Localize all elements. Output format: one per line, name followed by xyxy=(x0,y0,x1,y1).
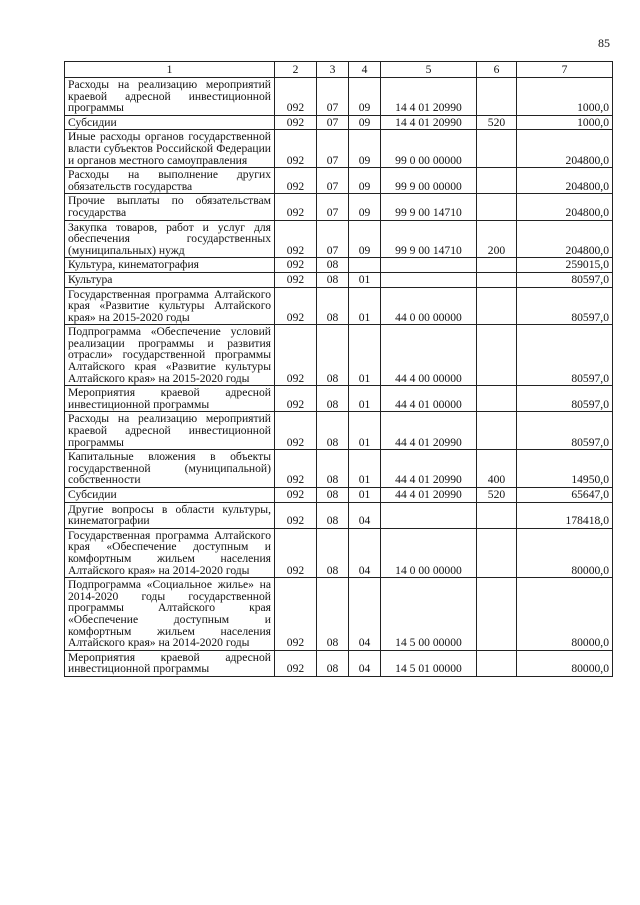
row-name-cell: Другие вопросы в области культуры, кинематографии xyxy=(65,502,275,528)
row-section-cell: 08 xyxy=(317,578,349,651)
row-section-cell: 07 xyxy=(317,220,349,258)
header-cell-2: 2 xyxy=(275,62,317,78)
row-subsection-cell: 09 xyxy=(349,130,381,168)
row-section-cell: 08 xyxy=(317,450,349,488)
row-target-code-cell: 99 9 00 00000 xyxy=(381,168,477,194)
row-name-cell: Расходы на реализацию мероприятий краевой адресной инвестиционной программы xyxy=(65,78,275,116)
row-admin-code-cell: 092 xyxy=(275,168,317,194)
row-admin-code-cell: 092 xyxy=(275,258,317,273)
row-target-code-cell: 99 0 00 00000 xyxy=(381,130,477,168)
row-expense-type-cell xyxy=(477,325,517,386)
row-name-cell: Капитальные вложения в объекты государственной (муниципальной) собственности xyxy=(65,450,275,488)
row-amount-cell: 80000,0 xyxy=(517,650,613,676)
row-subsection-cell: 04 xyxy=(349,528,381,577)
table-row xyxy=(65,220,613,258)
table-row xyxy=(65,194,613,220)
row-name-cell: Иные расходы органов государственной власти субъектов Российской Федерации и органов местного самоуправления xyxy=(65,130,275,168)
row-target-code-cell: 44 4 01 20990 xyxy=(381,450,477,488)
row-name-cell: Подпрограмма «Обеспечение условий реализации программы и развития отрасли» государственной программы Алтайского края «Развитие культуры Алтайского края» на 2015-2020 годы xyxy=(65,325,275,386)
row-name-cell: Культура, кинематография xyxy=(65,258,275,273)
row-amount-cell: 204800,0 xyxy=(517,194,613,220)
row-section-cell: 07 xyxy=(317,168,349,194)
row-section-cell: 07 xyxy=(317,194,349,220)
row-admin-code-cell: 092 xyxy=(275,528,317,577)
row-admin-code-cell: 092 xyxy=(275,194,317,220)
row-amount-cell: 80597,0 xyxy=(517,325,613,386)
row-target-code-cell: 14 0 00 00000 xyxy=(381,528,477,577)
row-expense-type-cell xyxy=(477,258,517,273)
row-admin-code-cell: 092 xyxy=(275,502,317,528)
row-expense-type-cell xyxy=(477,502,517,528)
row-target-code-cell: 44 0 00 00000 xyxy=(381,287,477,325)
row-amount-cell: 80000,0 xyxy=(517,578,613,651)
row-subsection-cell: 09 xyxy=(349,115,381,130)
row-admin-code-cell: 092 xyxy=(275,412,317,450)
table-row xyxy=(65,325,613,386)
row-subsection-cell: 09 xyxy=(349,78,381,116)
row-target-code-cell: 99 9 00 14710 xyxy=(381,220,477,258)
row-subsection-cell: 09 xyxy=(349,194,381,220)
table-row xyxy=(65,168,613,194)
row-section-cell: 08 xyxy=(317,412,349,450)
row-target-code-cell: 14 4 01 20990 xyxy=(381,78,477,116)
row-target-code-cell: 14 4 01 20990 xyxy=(381,115,477,130)
row-name-cell: Подпрограмма «Социальное жилье» на 2014-2020 годы государственной программы Алтайского края «Обеспечение доступным и комфортным жильем населения Алтайского края» на 2014-2020 годы xyxy=(65,578,275,651)
row-target-code-cell: 99 9 00 14710 xyxy=(381,194,477,220)
row-name-cell: Субсидии xyxy=(65,115,275,130)
row-section-cell: 08 xyxy=(317,325,349,386)
row-subsection-cell: 01 xyxy=(349,386,381,412)
row-section-cell: 08 xyxy=(317,272,349,287)
row-admin-code-cell: 092 xyxy=(275,272,317,287)
row-section-cell: 08 xyxy=(317,386,349,412)
table-row xyxy=(65,412,613,450)
row-amount-cell: 204800,0 xyxy=(517,168,613,194)
row-expense-type-cell xyxy=(477,528,517,577)
row-expense-type-cell xyxy=(477,130,517,168)
row-amount-cell: 80597,0 xyxy=(517,412,613,450)
row-admin-code-cell: 092 xyxy=(275,650,317,676)
row-name-cell: Расходы на реализацию мероприятий краевой адресной инвестиционной программы xyxy=(65,412,275,450)
table-row xyxy=(65,450,613,488)
row-amount-cell: 178418,0 xyxy=(517,502,613,528)
row-amount-cell: 80597,0 xyxy=(517,386,613,412)
row-section-cell: 07 xyxy=(317,115,349,130)
row-expense-type-cell xyxy=(477,287,517,325)
table-row xyxy=(65,488,613,503)
table-row xyxy=(65,78,613,116)
row-amount-cell: 1000,0 xyxy=(517,78,613,116)
table-row xyxy=(65,578,613,651)
table-row xyxy=(65,115,613,130)
table-row xyxy=(65,528,613,577)
row-subsection-cell: 04 xyxy=(349,502,381,528)
row-admin-code-cell: 092 xyxy=(275,578,317,651)
row-target-code-cell: 14 5 00 00000 xyxy=(381,578,477,651)
row-subsection-cell: 09 xyxy=(349,168,381,194)
row-name-cell: Расходы на выполнение других обязательств государства xyxy=(65,168,275,194)
budget-table xyxy=(64,61,613,677)
table-header xyxy=(65,62,613,78)
row-name-cell: Мероприятия краевой адресной инвестиционной программы xyxy=(65,386,275,412)
row-subsection-cell xyxy=(349,258,381,273)
row-section-cell: 08 xyxy=(317,488,349,503)
row-name-cell: Мероприятия краевой адресной инвестиционной программы xyxy=(65,650,275,676)
row-target-code-cell: 14 5 01 00000 xyxy=(381,650,477,676)
row-target-code-cell xyxy=(381,272,477,287)
row-subsection-cell: 01 xyxy=(349,488,381,503)
row-amount-cell: 80000,0 xyxy=(517,528,613,577)
table-row xyxy=(65,386,613,412)
row-amount-cell: 259015,0 xyxy=(517,258,613,273)
row-name-cell: Государственная программа Алтайского края «Обеспечение доступным и комфортным жильем населения Алтайского края» на 2014-2020 годы xyxy=(65,528,275,577)
row-section-cell: 08 xyxy=(317,258,349,273)
row-target-code-cell xyxy=(381,258,477,273)
table-row xyxy=(65,287,613,325)
row-subsection-cell: 09 xyxy=(349,220,381,258)
row-subsection-cell: 01 xyxy=(349,450,381,488)
row-admin-code-cell: 092 xyxy=(275,287,317,325)
row-admin-code-cell: 092 xyxy=(275,325,317,386)
row-subsection-cell: 01 xyxy=(349,325,381,386)
row-section-cell: 08 xyxy=(317,528,349,577)
row-section-cell: 08 xyxy=(317,287,349,325)
row-expense-type-cell: 520 xyxy=(477,115,517,130)
header-cell-3: 3 xyxy=(317,62,349,78)
row-expense-type-cell xyxy=(477,194,517,220)
row-name-cell: Культура xyxy=(65,272,275,287)
table-row xyxy=(65,650,613,676)
header-cell-6: 6 xyxy=(477,62,517,78)
row-expense-type-cell xyxy=(477,168,517,194)
row-name-cell: Государственная программа Алтайского края «Развитие культуры Алтайского края» на 2015-2020 годы xyxy=(65,287,275,325)
row-section-cell: 07 xyxy=(317,130,349,168)
row-section-cell: 08 xyxy=(317,650,349,676)
row-expense-type-cell xyxy=(477,386,517,412)
row-name-cell: Субсидии xyxy=(65,488,275,503)
header-cell-4: 4 xyxy=(349,62,381,78)
row-admin-code-cell: 092 xyxy=(275,220,317,258)
row-subsection-cell: 04 xyxy=(349,578,381,651)
table-row xyxy=(65,258,613,273)
row-expense-type-cell xyxy=(477,578,517,651)
row-name-cell: Прочие выплаты по обязательствам государства xyxy=(65,194,275,220)
row-target-code-cell xyxy=(381,502,477,528)
row-name-cell: Закупка товаров, работ и услуг для обеспечения государственных (муниципальных) нужд xyxy=(65,220,275,258)
row-expense-type-cell: 200 xyxy=(477,220,517,258)
row-target-code-cell: 44 4 01 20990 xyxy=(381,412,477,450)
row-admin-code-cell: 092 xyxy=(275,115,317,130)
row-subsection-cell: 04 xyxy=(349,650,381,676)
row-amount-cell: 80597,0 xyxy=(517,287,613,325)
table-body xyxy=(65,78,613,677)
row-amount-cell: 65647,0 xyxy=(517,488,613,503)
row-target-code-cell: 44 4 01 00000 xyxy=(381,386,477,412)
row-amount-cell: 1000,0 xyxy=(517,115,613,130)
row-amount-cell: 204800,0 xyxy=(517,220,613,258)
row-subsection-cell: 01 xyxy=(349,272,381,287)
row-expense-type-cell xyxy=(477,272,517,287)
row-section-cell: 07 xyxy=(317,78,349,116)
row-target-code-cell: 44 4 00 00000 xyxy=(381,325,477,386)
row-target-code-cell: 44 4 01 20990 xyxy=(381,488,477,503)
row-expense-type-cell xyxy=(477,650,517,676)
header-cell-1: 1 xyxy=(65,62,275,78)
row-expense-type-cell: 520 xyxy=(477,488,517,503)
row-amount-cell: 204800,0 xyxy=(517,130,613,168)
header-cell-5: 5 xyxy=(381,62,477,78)
row-subsection-cell: 01 xyxy=(349,287,381,325)
row-expense-type-cell xyxy=(477,412,517,450)
row-amount-cell: 14950,0 xyxy=(517,450,613,488)
header-cell-7: 7 xyxy=(517,62,613,78)
page-number: 85 xyxy=(598,36,610,50)
row-section-cell: 08 xyxy=(317,502,349,528)
row-admin-code-cell: 092 xyxy=(275,386,317,412)
table-row xyxy=(65,130,613,168)
row-admin-code-cell: 092 xyxy=(275,130,317,168)
row-expense-type-cell xyxy=(477,78,517,116)
table-row xyxy=(65,502,613,528)
row-amount-cell: 80597,0 xyxy=(517,272,613,287)
row-admin-code-cell: 092 xyxy=(275,450,317,488)
table-row xyxy=(65,272,613,287)
row-subsection-cell: 01 xyxy=(349,412,381,450)
row-admin-code-cell: 092 xyxy=(275,78,317,116)
row-expense-type-cell: 400 xyxy=(477,450,517,488)
row-admin-code-cell: 092 xyxy=(275,488,317,503)
header-row xyxy=(65,62,613,78)
